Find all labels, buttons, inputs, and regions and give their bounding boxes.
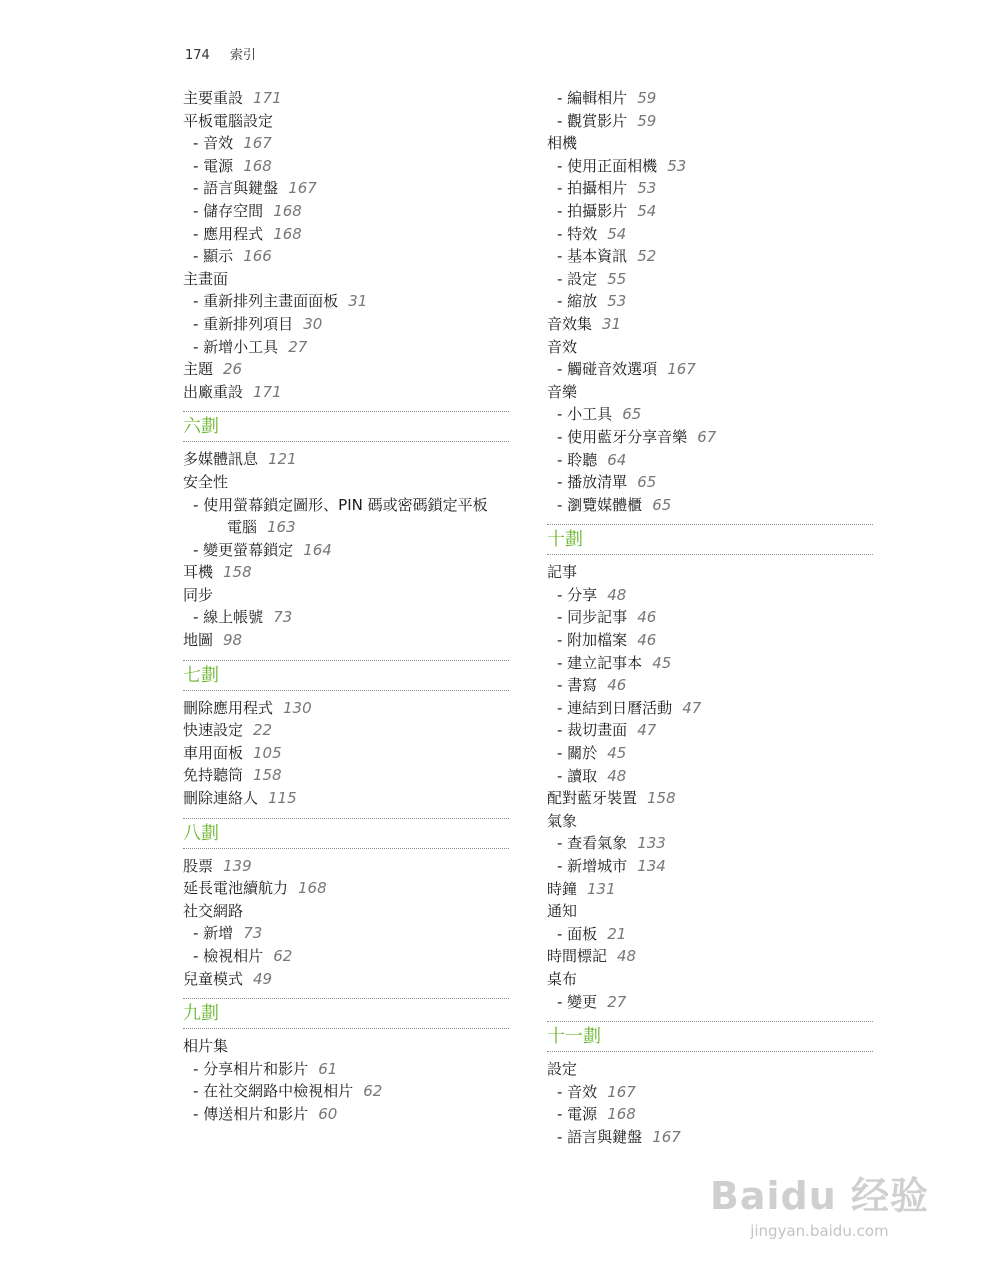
entry-label: - 變更 bbox=[557, 992, 598, 1011]
entry-page-number: 27 bbox=[607, 992, 627, 1011]
entry-page-number: 62 bbox=[363, 1082, 383, 1101]
index-subentry bbox=[547, 1126, 873, 1149]
entry-label: 設定 bbox=[547, 1060, 578, 1079]
index-subentry bbox=[547, 110, 873, 133]
entry-label: - 書寫 bbox=[557, 676, 598, 695]
index-subentry bbox=[183, 494, 509, 517]
index-subentry bbox=[547, 742, 873, 765]
entry-label: - 觸碰音效選項 bbox=[557, 360, 658, 379]
index-subentry bbox=[547, 923, 873, 946]
entry-label: - 使用藍牙分享音樂 bbox=[557, 427, 688, 446]
entry-label: - 音效 bbox=[557, 1082, 598, 1101]
entry-page-number: 115 bbox=[268, 789, 297, 808]
index-entry bbox=[183, 629, 509, 652]
entry-label: - 檢視相片 bbox=[193, 947, 264, 965]
entry-label: - 新增小工具 bbox=[193, 337, 279, 356]
section-heading: 八劃 bbox=[183, 818, 509, 849]
entry-label: - 傳送相片和影片 bbox=[193, 1104, 309, 1123]
entry-label: - 音效 bbox=[193, 134, 234, 153]
entry-page-number: 54 bbox=[637, 201, 657, 220]
entry-label: - 連結到日曆活動 bbox=[557, 698, 673, 717]
entry-page-number: 46 bbox=[637, 608, 657, 627]
index-subentry bbox=[547, 245, 873, 268]
entry-page-number: 73 bbox=[243, 924, 263, 943]
entry-label: 主要重設 bbox=[183, 89, 244, 107]
index-subentry bbox=[547, 494, 873, 517]
entry-page-number: 48 bbox=[617, 947, 637, 966]
entry-label: - 電源 bbox=[193, 156, 234, 175]
entry-page-number: 31 bbox=[602, 314, 622, 333]
index-subentry bbox=[547, 223, 873, 246]
index-subentry bbox=[183, 155, 509, 178]
index-subentry bbox=[547, 629, 873, 652]
entry-label: 主題 bbox=[183, 360, 214, 379]
index-subentry bbox=[547, 403, 873, 426]
entry-page-number: 49 bbox=[253, 969, 273, 988]
index-entry bbox=[183, 900, 509, 923]
entry-page-number: 166 bbox=[243, 247, 272, 266]
index-entry bbox=[547, 132, 873, 155]
entry-page-number: 48 bbox=[607, 766, 627, 785]
index-subentry bbox=[183, 290, 509, 313]
entry-page-number: 22 bbox=[253, 721, 273, 740]
entry-page-number: 167 bbox=[667, 360, 696, 379]
index-subentry bbox=[547, 991, 873, 1014]
entry-label: 記事 bbox=[547, 563, 578, 582]
entry-page-number: 73 bbox=[273, 608, 293, 627]
index-subentry bbox=[547, 449, 873, 472]
index-subentry bbox=[547, 652, 873, 675]
entry-page-number: 46 bbox=[607, 676, 627, 695]
index-subentry bbox=[183, 132, 509, 155]
entry-label: - 查看氣象 bbox=[557, 834, 628, 853]
entry-label: - 瀏覽媒體櫃 bbox=[557, 495, 643, 514]
index-subentry bbox=[547, 268, 873, 291]
entry-label: 音效集 bbox=[547, 314, 593, 333]
entry-label: 時鐘 bbox=[547, 879, 578, 898]
index-entry bbox=[547, 313, 873, 336]
index-entry bbox=[183, 110, 509, 133]
section-heading: 九劃 bbox=[183, 998, 509, 1029]
entry-label: 安全性 bbox=[183, 472, 229, 491]
entry-label: 多媒體訊息 bbox=[183, 450, 259, 469]
entry-label: - 語言與鍵盤 bbox=[193, 179, 279, 198]
entry-page-number: 47 bbox=[682, 698, 702, 717]
entry-page-number: 65 bbox=[622, 405, 642, 424]
entry-label: - 重新排列項目 bbox=[193, 314, 294, 333]
page-title: 索引 bbox=[229, 48, 256, 63]
index-subentry bbox=[547, 606, 873, 629]
index-entry bbox=[547, 787, 873, 810]
section-heading: 十一劃 bbox=[547, 1021, 873, 1052]
entry-page-number: 168 bbox=[298, 879, 327, 898]
entry-label: - 應用程式 bbox=[193, 224, 264, 243]
entry-page-number: 105 bbox=[253, 743, 282, 762]
entry-page-number: 158 bbox=[253, 766, 282, 785]
entry-label: 配對藍牙裝置 bbox=[547, 789, 638, 808]
entry-page-number: 168 bbox=[273, 224, 302, 243]
index-entry bbox=[183, 87, 509, 110]
index-entry bbox=[183, 268, 509, 291]
entry-label: - 播放清單 bbox=[557, 473, 628, 492]
entry-page-number: 52 bbox=[637, 247, 657, 266]
index-subentry bbox=[547, 200, 873, 223]
entry-label: 免持聽筒 bbox=[183, 766, 244, 785]
entry-label: - 裁切畫面 bbox=[557, 721, 628, 740]
entry-label: - 使用螢幕鎖定圖形、PIN 碼或密碼鎖定平板 bbox=[193, 495, 488, 514]
section-heading: 六劃 bbox=[183, 411, 509, 442]
entry-label: 平板電腦設定 bbox=[183, 111, 274, 130]
entry-page-number: 130 bbox=[283, 698, 312, 717]
entry-label: 車用面板 bbox=[183, 743, 244, 762]
entry-page-number: 133 bbox=[637, 834, 666, 853]
entry-page-number: 121 bbox=[268, 450, 297, 469]
entry-label: 刪除連絡人 bbox=[183, 789, 259, 808]
entry-label: - 儲存空間 bbox=[193, 201, 264, 220]
index-entry bbox=[183, 719, 509, 742]
entry-label: - 使用正面相機 bbox=[557, 156, 658, 175]
entry-page-number: 167 bbox=[243, 134, 272, 153]
index-subentry bbox=[183, 313, 509, 336]
entry-page-number: 158 bbox=[223, 563, 252, 582]
index-entry bbox=[183, 471, 509, 494]
index-column-left bbox=[183, 87, 509, 1126]
index-subentry bbox=[183, 606, 509, 629]
entry-page-number: 54 bbox=[607, 224, 627, 243]
entry-page-number: 158 bbox=[647, 789, 676, 808]
index-entry bbox=[547, 381, 873, 404]
index-subentry bbox=[183, 922, 509, 945]
index-entry bbox=[547, 900, 873, 923]
index-entry bbox=[183, 358, 509, 381]
entry-page-number: 164 bbox=[303, 540, 332, 559]
index-entry bbox=[183, 742, 509, 765]
index-entry bbox=[183, 1035, 509, 1058]
entry-label: - 語言與鍵盤 bbox=[557, 1127, 643, 1146]
entry-label: 同步 bbox=[183, 585, 214, 604]
entry-page-number: 62 bbox=[273, 947, 293, 965]
entry-label: 刪除應用程式 bbox=[183, 698, 274, 717]
entry-label: - 變更螢幕鎖定 bbox=[193, 540, 294, 559]
index-subentry bbox=[547, 855, 873, 878]
entry-label: - 拍攝影片 bbox=[557, 201, 628, 220]
index-subentry bbox=[547, 177, 873, 200]
index-subentry bbox=[183, 1058, 509, 1081]
entry-page-number: 59 bbox=[637, 89, 657, 107]
page-number: 174 bbox=[185, 48, 210, 63]
entry-page-number: 53 bbox=[637, 179, 657, 198]
entry-page-number: 167 bbox=[652, 1127, 681, 1146]
entry-page-number: 65 bbox=[637, 473, 657, 492]
index-subentry bbox=[183, 1080, 509, 1103]
index-entry bbox=[183, 877, 509, 900]
entry-label: 兒童模式 bbox=[183, 969, 244, 988]
entry-label: 音樂 bbox=[547, 382, 578, 401]
entry-page-number: 31 bbox=[348, 292, 368, 311]
index-entry bbox=[547, 336, 873, 359]
entry-page-number: 53 bbox=[607, 292, 627, 311]
entry-label: - 顯示 bbox=[193, 247, 234, 266]
entry-label: - 在社交網路中檢視相片 bbox=[193, 1082, 354, 1101]
entry-label: - 編輯相片 bbox=[557, 89, 628, 107]
entry-page-number: 61 bbox=[318, 1059, 338, 1078]
index-entry bbox=[547, 945, 873, 968]
entry-page-number: 26 bbox=[223, 360, 243, 379]
index-subentry bbox=[547, 1103, 873, 1126]
baidu-jingyan-watermark bbox=[710, 1165, 929, 1240]
entry-label: 電腦 bbox=[227, 518, 258, 537]
index-column-right bbox=[547, 87, 873, 1149]
entry-label: 主畫面 bbox=[183, 269, 229, 288]
entry-label: - 分享 bbox=[557, 585, 598, 604]
index-subentry bbox=[547, 697, 873, 720]
entry-page-number: 46 bbox=[637, 631, 657, 650]
index-subentry bbox=[183, 516, 509, 539]
index-entry bbox=[183, 584, 509, 607]
entry-label: - 觀賞影片 bbox=[557, 111, 628, 130]
index-subentry bbox=[547, 719, 873, 742]
entry-label: 股票 bbox=[183, 856, 214, 875]
entry-page-number: 131 bbox=[587, 879, 616, 898]
index-subentry bbox=[547, 155, 873, 178]
entry-label: - 建立記事本 bbox=[557, 653, 643, 672]
entry-label: 出廠重設 bbox=[183, 382, 244, 401]
index-subentry bbox=[547, 471, 873, 494]
index-subentry bbox=[183, 200, 509, 223]
entry-page-number: 134 bbox=[637, 857, 666, 875]
index-subentry bbox=[547, 584, 873, 607]
section-heading: 十劃 bbox=[547, 524, 873, 555]
index-subentry bbox=[183, 245, 509, 268]
index-entry bbox=[547, 1058, 873, 1081]
entry-page-number: 65 bbox=[652, 495, 672, 514]
entry-label: - 縮放 bbox=[557, 292, 598, 311]
index-subentry bbox=[547, 358, 873, 381]
entry-page-number: 171 bbox=[253, 89, 282, 107]
entry-label: - 設定 bbox=[557, 269, 598, 288]
entry-label: 桌布 bbox=[547, 969, 578, 988]
index-subentry bbox=[547, 1081, 873, 1104]
entry-page-number: 21 bbox=[607, 924, 627, 943]
entry-label: - 拍攝相片 bbox=[557, 179, 628, 198]
entry-page-number: 163 bbox=[267, 518, 296, 537]
entry-label: - 附加檔案 bbox=[557, 631, 628, 650]
index-subentry bbox=[183, 1103, 509, 1126]
index-entry bbox=[183, 855, 509, 878]
index-subentry bbox=[183, 223, 509, 246]
entry-page-number: 48 bbox=[607, 585, 627, 604]
page-header bbox=[185, 44, 256, 63]
entry-label: 相機 bbox=[547, 134, 578, 153]
index-entry bbox=[547, 810, 873, 833]
entry-label: - 讀取 bbox=[557, 766, 598, 785]
index-subentry bbox=[547, 765, 873, 788]
entry-label: 快速設定 bbox=[183, 721, 244, 740]
entry-label: - 面板 bbox=[557, 924, 598, 943]
entry-label: - 電源 bbox=[557, 1105, 598, 1124]
index-entry bbox=[183, 764, 509, 787]
entry-label: 地圖 bbox=[183, 631, 214, 650]
index-entry bbox=[183, 968, 509, 991]
watermark-url: jingyan.baidu.com bbox=[750, 1222, 889, 1240]
index-subentry bbox=[183, 336, 509, 359]
entry-label: 時間標記 bbox=[547, 947, 608, 966]
index-subentry bbox=[547, 674, 873, 697]
index-entry bbox=[183, 448, 509, 471]
entry-page-number: 67 bbox=[697, 427, 717, 446]
entry-label: 氣象 bbox=[547, 811, 578, 830]
entry-label: 相片集 bbox=[183, 1037, 229, 1056]
index-subentry bbox=[547, 426, 873, 449]
index-entry bbox=[547, 878, 873, 901]
entry-page-number: 45 bbox=[652, 653, 672, 672]
index-entry bbox=[183, 787, 509, 810]
entry-label: - 特效 bbox=[557, 224, 598, 243]
index-entry bbox=[183, 697, 509, 720]
watermark-logo: Baidu 经验 bbox=[709, 1174, 929, 1218]
index-entry bbox=[183, 561, 509, 584]
entry-page-number: 167 bbox=[288, 179, 317, 198]
entry-label: 延長電池續航力 bbox=[183, 879, 289, 898]
index-subentry bbox=[547, 87, 873, 110]
entry-label: - 線上帳號 bbox=[193, 608, 264, 627]
entry-label: - 基本資訊 bbox=[557, 247, 628, 266]
entry-label: - 同步記事 bbox=[557, 608, 628, 627]
entry-label: - 分享相片和影片 bbox=[193, 1059, 309, 1078]
index-subentry bbox=[547, 832, 873, 855]
entry-label: 社交網路 bbox=[183, 901, 244, 920]
entry-page-number: 27 bbox=[288, 337, 308, 356]
entry-label: - 聆聽 bbox=[557, 450, 598, 469]
index-subentry bbox=[183, 945, 509, 968]
entry-page-number: 47 bbox=[637, 721, 657, 740]
entry-label: - 關於 bbox=[557, 744, 598, 763]
entry-page-number: 53 bbox=[667, 156, 687, 175]
entry-page-number: 45 bbox=[607, 744, 627, 763]
index-subentry bbox=[183, 177, 509, 200]
index-entry bbox=[183, 381, 509, 404]
entry-page-number: 168 bbox=[243, 156, 272, 175]
entry-page-number: 168 bbox=[273, 201, 302, 220]
entry-page-number: 64 bbox=[607, 450, 627, 469]
entry-page-number: 55 bbox=[607, 269, 627, 288]
entry-page-number: 168 bbox=[607, 1105, 636, 1124]
entry-label: - 重新排列主畫面面板 bbox=[193, 292, 339, 311]
entry-page-number: 98 bbox=[223, 631, 243, 650]
entry-label: - 新增 bbox=[193, 924, 234, 943]
entry-page-number: 167 bbox=[607, 1082, 636, 1101]
entry-label: 耳機 bbox=[183, 563, 214, 582]
entry-page-number: 139 bbox=[223, 856, 252, 875]
index-entry bbox=[547, 561, 873, 584]
entry-label: - 新增城市 bbox=[557, 857, 628, 875]
entry-page-number: 171 bbox=[253, 382, 282, 401]
entry-label: - 小工具 bbox=[557, 405, 613, 424]
entry-label: 通知 bbox=[547, 902, 578, 921]
entry-page-number: 30 bbox=[303, 314, 323, 333]
entry-label: 音效 bbox=[547, 337, 578, 356]
entry-page-number: 60 bbox=[318, 1104, 338, 1123]
index-subentry bbox=[547, 290, 873, 313]
index-subentry bbox=[183, 539, 509, 562]
entry-page-number: 59 bbox=[637, 111, 657, 130]
index-entry bbox=[547, 968, 873, 991]
section-heading: 七劃 bbox=[183, 660, 509, 691]
